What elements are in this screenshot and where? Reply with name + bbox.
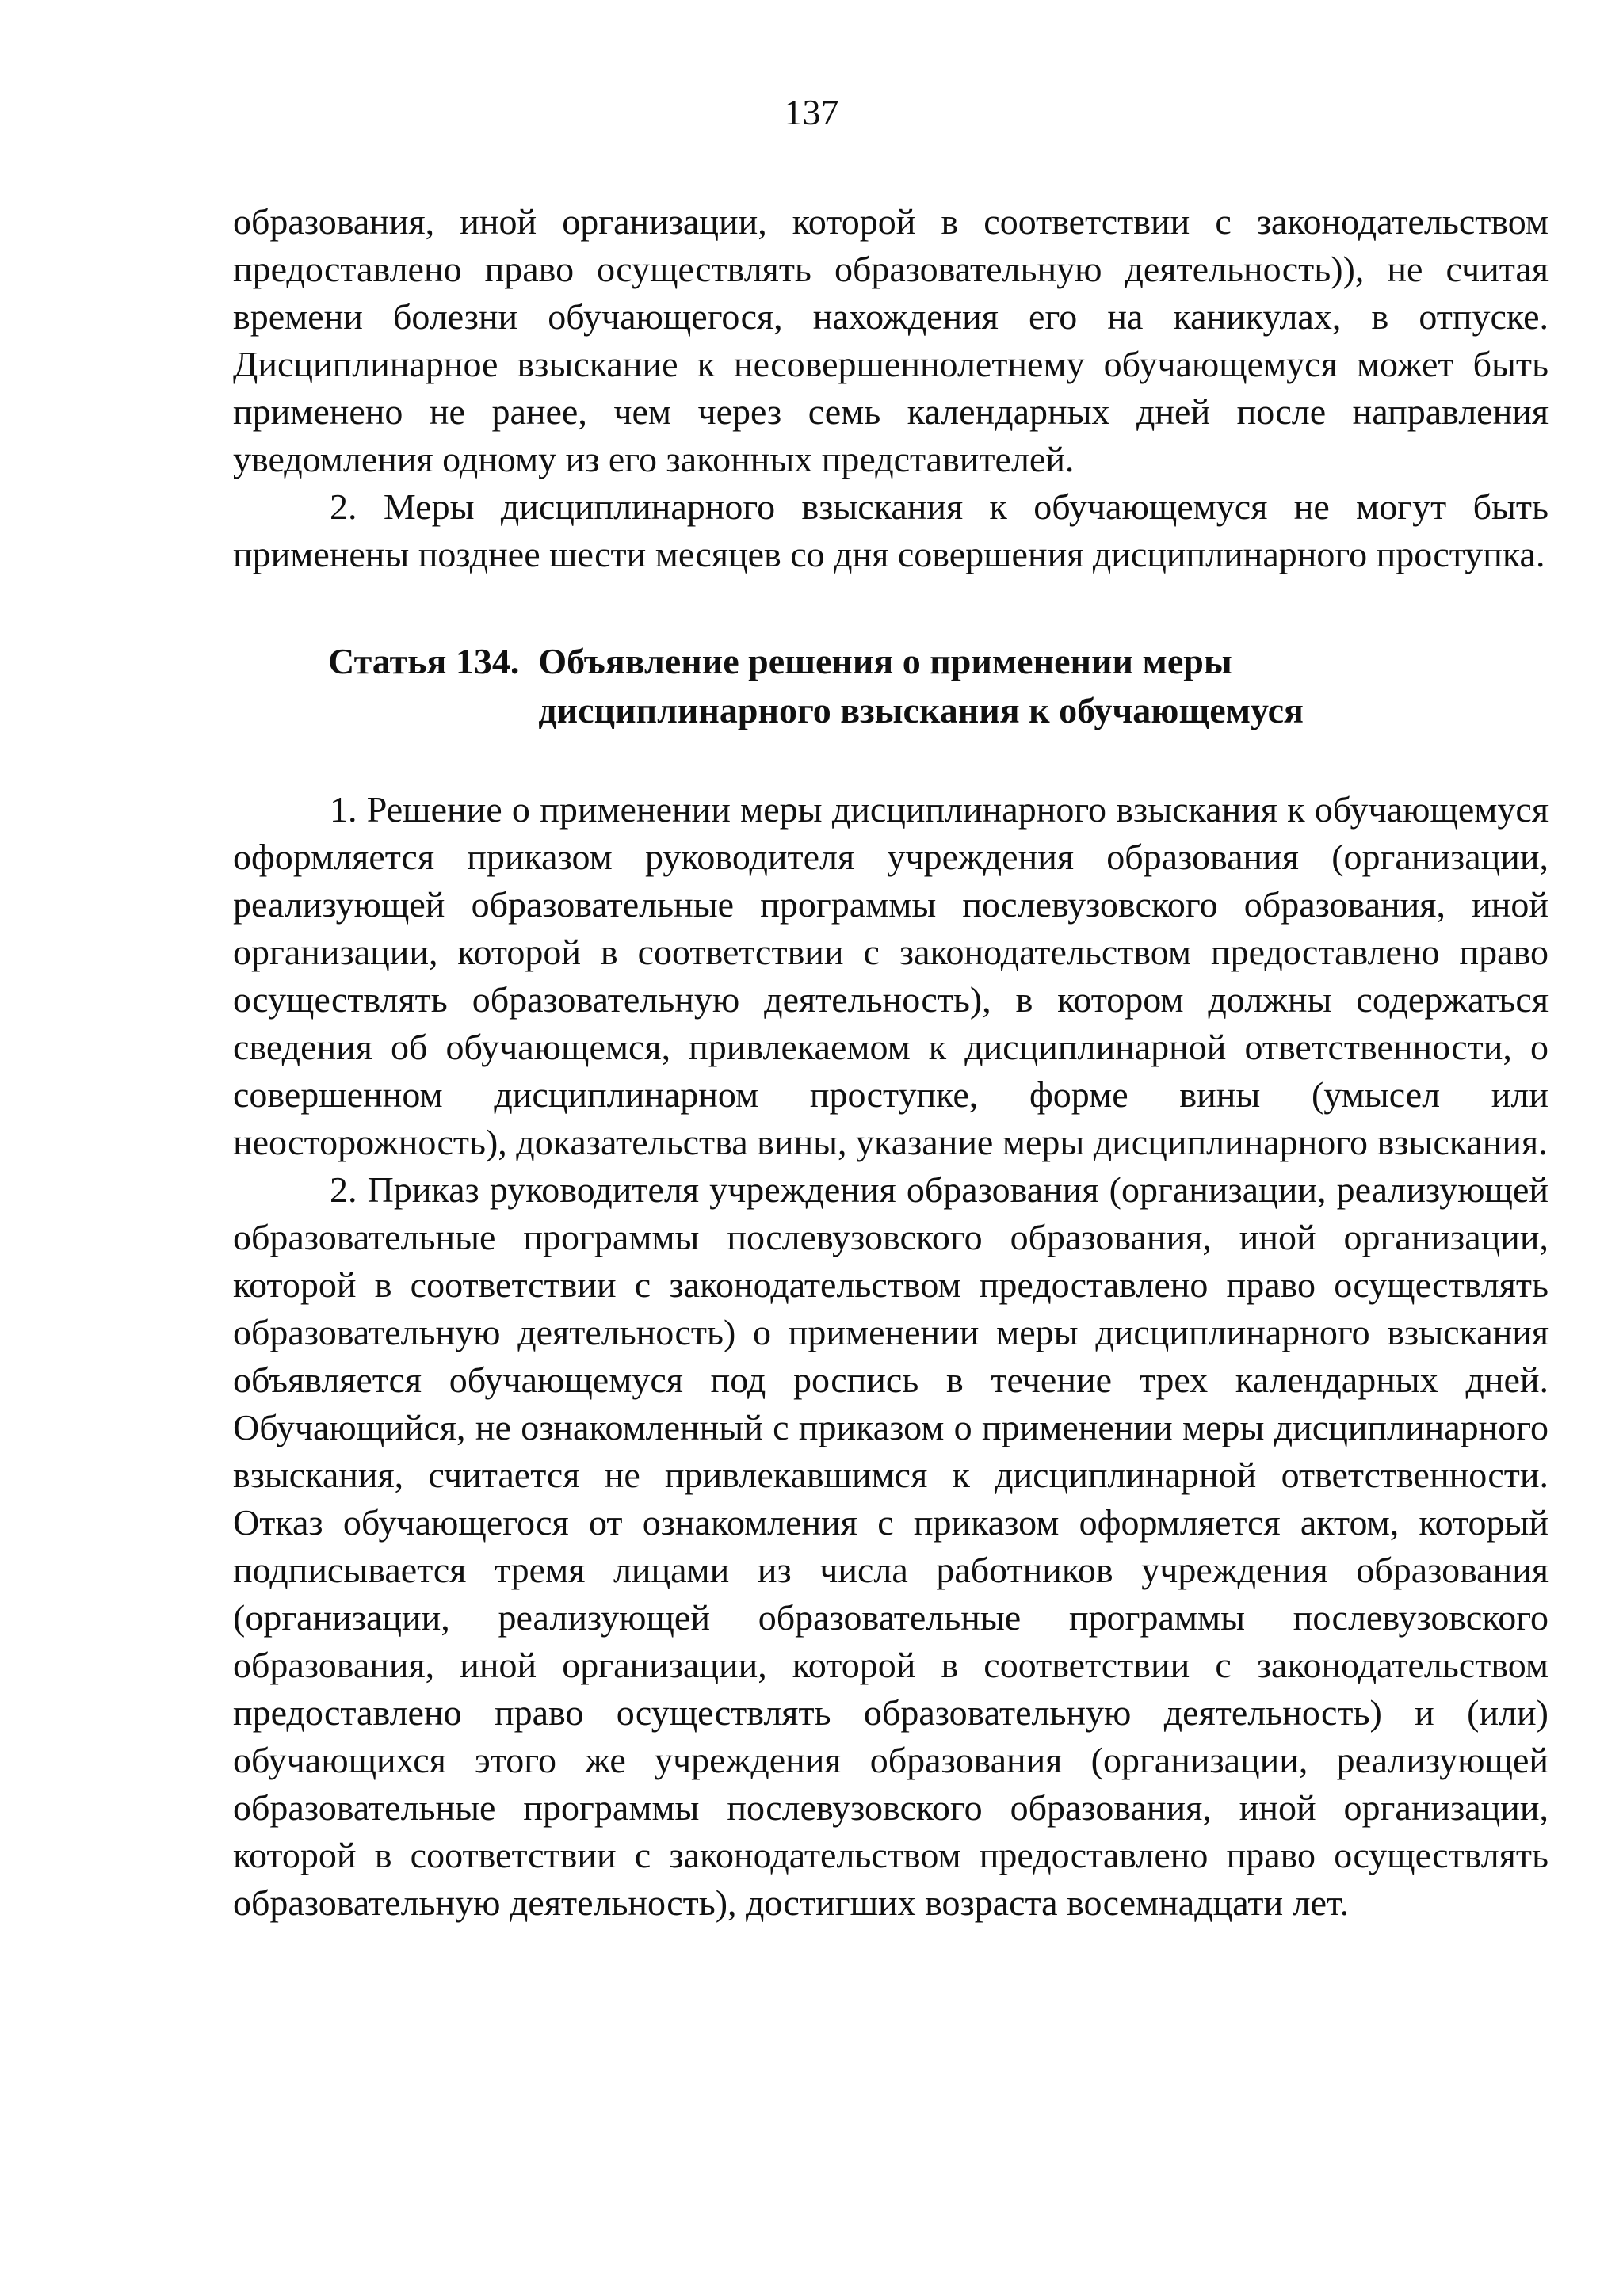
article-title-line-2: дисциплинарного взыскания к обучающемуся bbox=[538, 690, 1304, 730]
article-heading bbox=[328, 637, 1549, 735]
article-item-2: 2. Приказ руководителя учреждения образования (организации, реализующей образовательные программы послевузовского образования, иной организации, которой в соответствии с законодательством предоставлено право осуществлять образовательную деятельность) о применении меры дисциплинарного взыскания объявляется обучающемуся под роспись в течение трех календарных дней. Обучающийся, не ознакомленный с приказом о применении меры дисциплинарного взыскания, считается не привлекавшимся к дисциплинарной ответственности. Отказ обучающегося от ознакомления с приказом оформляется актом, который подписывается тремя лицами из числа работников учреждения образования (организации, реализующей образовательные программы послевузовского образования, иной организации, которой в соответствии с законодательством предоставлено право осуществлять образовательную деятельность) и (или) обучающихся этого же учреждения образования (организации, реализующей образовательные программы послевузовского образования, иной организации, которой в соответствии с законодательством предоставлено право осуществлять образовательную деятельность), достигших возраста восемнадцати лет. bbox=[233, 1169, 1549, 1923]
article-item-1: 1. Решение о применении меры дисциплинарного взыскания к обучающемуся оформляется приказом руководителя учреждения образования (организации, реализующей образовательные программы послевузовского образования, иной организации, которой в соответствии с законодательством предоставлено право осуществлять образовательную деятельность), в котором должны содержаться сведения об обучающемся, привлекаемом к дисциплинарной ответственности, о совершенном дисциплинарном проступке, форме вины (умысел или неосторожность), доказательства вины, указание меры дисциплинарного взыскания. bbox=[233, 789, 1549, 1162]
article-title bbox=[538, 637, 1549, 735]
page-content bbox=[233, 198, 1549, 1927]
page-number: 137 bbox=[784, 92, 839, 132]
continuation-paragraph: образования, иной организации, которой в соответствии с законодательством предоставлено право осуществлять образовательную деятельность)), не считая времени болезни обучающегося, нахождения его на каникулах, в отпуске. Дисциплинарное взыскание к несовершеннолетнему обучающемуся может быть применено не ранее, чем через семь календарных дней после направления уведомления одному из его законных представителей. bbox=[233, 201, 1549, 479]
previous-article-item-2: 2. Меры дисциплинарного взыскания к обучающемуся не могут быть применены позднее шести месяцев со дня совершения дисциплинарного проступка. bbox=[233, 486, 1549, 574]
article-title-line-1: Объявление решения о применении меры bbox=[538, 641, 1232, 681]
article-number: Статья 134. bbox=[328, 641, 520, 681]
